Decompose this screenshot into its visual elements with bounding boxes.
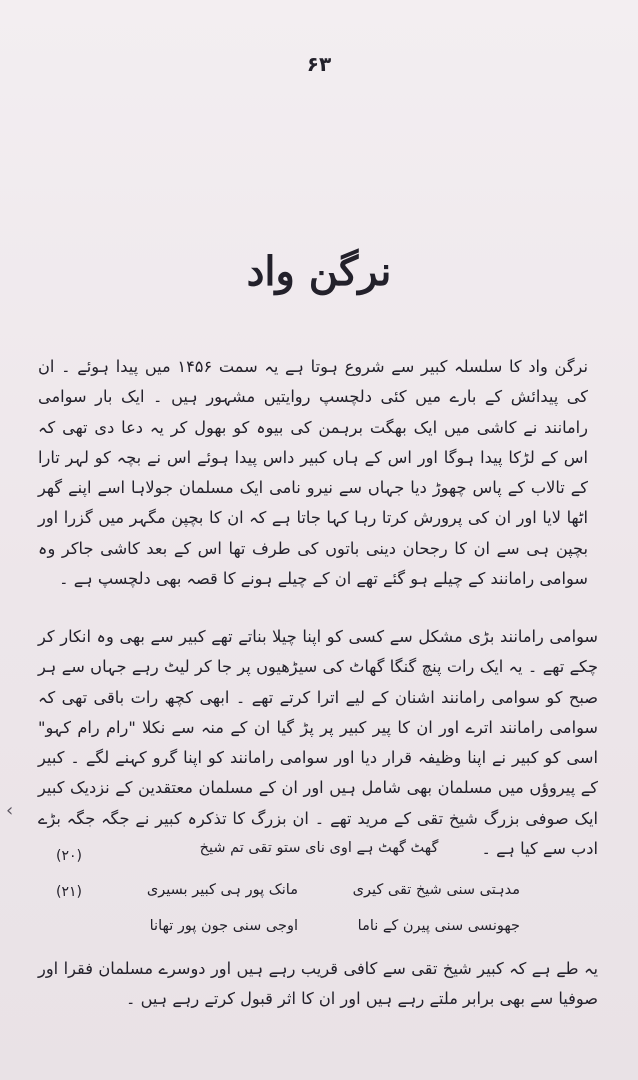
verse-line-2-right: مانک پور ہی کبیر بسیری	[146, 882, 298, 898]
verse-line-2-left: مدہتی سنی شیخ تقی کیری	[352, 882, 520, 898]
verse-line-1: گھٹ گھٹ ہے اوی نای ستو تقی تم شیخ	[199, 840, 439, 856]
chapter-title: نرگن واد	[246, 248, 392, 295]
page-number: ۶۳	[306, 52, 332, 76]
verse-line-3-right: اوجی سنی جون پور تھانا	[149, 918, 298, 934]
verse-line-3-left: جھونسی سنی پیرن کے ناما	[357, 918, 520, 934]
paragraph-3: یہ طے ہے کہ کبیر شیخ تقی سے کافی قریب رہے ہیں اور دوسرے مسلمان فقرا اور صوفیا سے بھی برابر ملتے رہے ہیں اور ان کا اثر قبول کرتے رہے ہیں ۔	[38, 959, 598, 1009]
paragraph-2: سوامی رامانند بڑی مشکل سے کسی کو اپنا چیلا بناتے تھے کبیر سے بھی وہ انکار کر چکے تھے ۔ یہ ایک رات پنچ گنگا گھاٹ کی سیڑھیوں پر جا کر لیٹ رہے جہاں سے ہر صبح کو سوامی رامانند اشنان کے لیے اترا کرتے تھے ۔ ابھی کچھ رات باقی تھی کہ سوامی رامانند اترے اور ان کا پیر کبیر پر پڑ گیا ان کے منہ سے نکلا "رام رام کہو" اسی کو کبیر نے اپنا وظیفہ قرار دیا اور سوامی رامانند کو اپنا گرو کہنے لگے ۔ کبیر کے پیروؤں میں مسلمان بھی شامل ہیں اور ان کے مسلمان معتقدین کے نزدیک کبیر ایک صوفی بزرگ شیخ تقی کے مرید تھے ۔ ان بزرگ کا تذکرہ کبیر نے جگہ جگہ بڑے ادب سے کیا ہے ۔	[38, 627, 598, 859]
verse-number-21: (۲۱)	[56, 884, 82, 900]
margin-mark: ‹	[6, 800, 14, 821]
paragraph-1: نرگن واد کا سلسلہ کبیر سے شروع ہوتا ہے یہ سمت ۱۴۵۶ میں پیدا ہوئے ۔ ان کی پیدائش کے بارے میں کئی دلچسپ روایتیں مشہور ہیں ۔ ایک بار سوامی رامانند نے کاشی میں ایک بھگت برہمن کی بیوہ کو بھول کر یہ دعا دی تھی کہ اس کے لڑکا پیدا ہوگا اور اس کے ہاں کبیر داس پیدا ہوئے اس نے بچہ کو لہر تارا کے تالاب کے پاس چھوڑ دیا جہاں سے نیرو نامی ایک مسلمان جولاہا اسے اپنے گھر اٹھا لایا اور ان کی پرورش کرتا رہا کہا جاتا ہے کہ ان کا بچپن مگہر میں گزرا اور بچپن ہی سے ان کا رجحان دینی باتوں کی طرف تھا اس کے بعد کاشی جاکر وہ سوامی رامانند کے چیلے ہو گئے تھے ان کے چیلے ہونے کا قصہ بھی دلچسپ ہے ۔	[38, 357, 588, 589]
verse-number-20: (۲۰)	[56, 848, 82, 864]
